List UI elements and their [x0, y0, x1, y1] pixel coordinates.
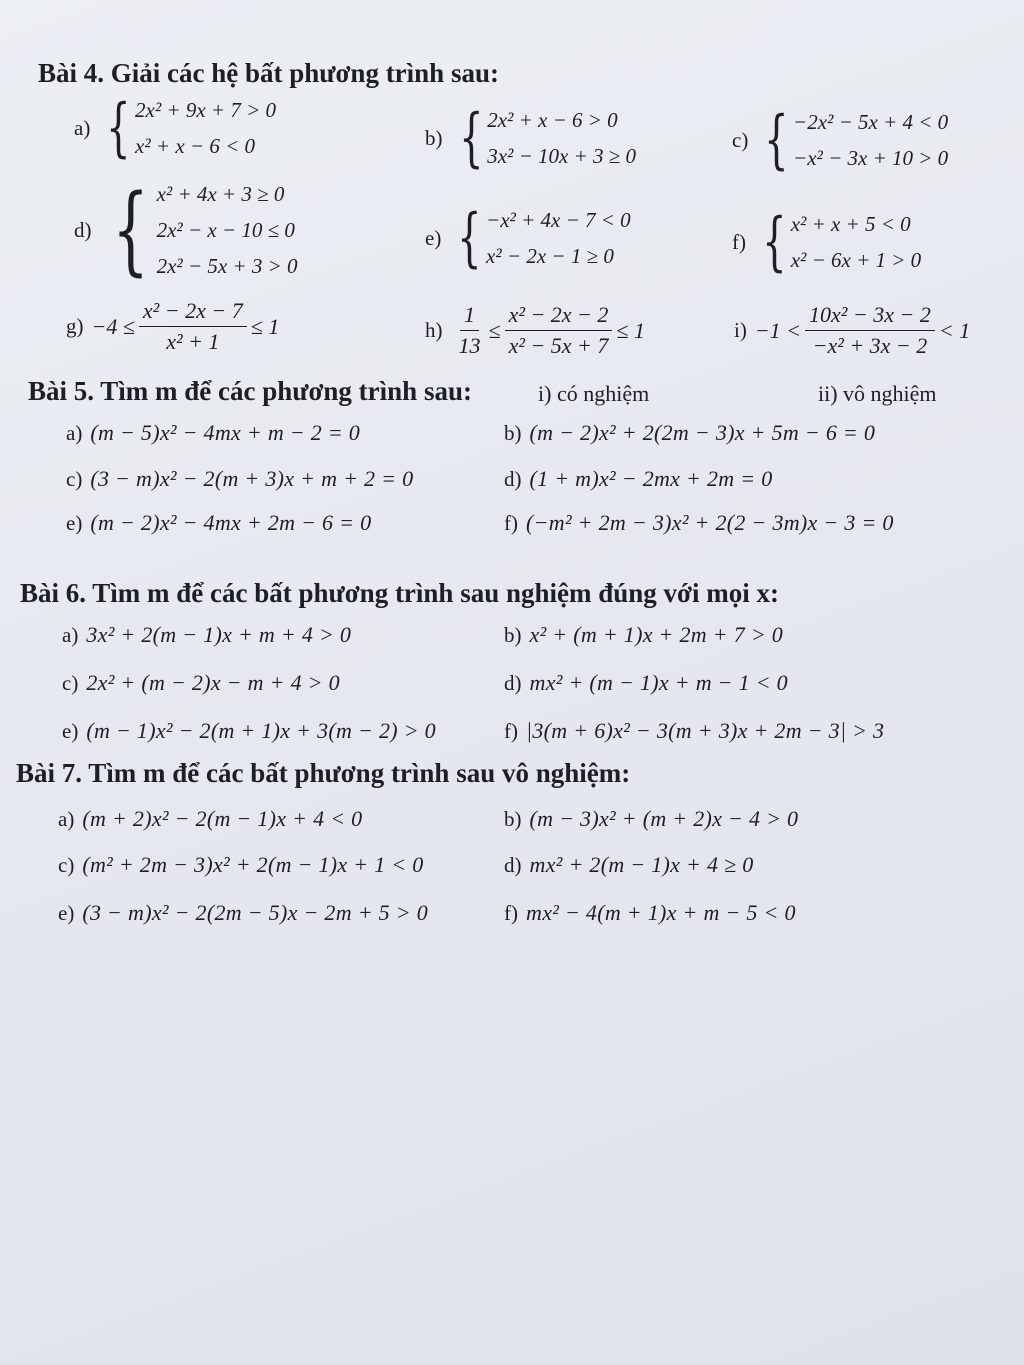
item-label: h) [425, 318, 443, 342]
bai6-a [62, 622, 351, 648]
inequality: mx² + 2(m − 1)x + 4 ≥ 0 [529, 852, 754, 877]
bai4-f: f) { x² + x + 5 < 0 x² − 6x + 1 > 0 [732, 205, 922, 279]
inequality: (m² + 2m − 3)x² + 2(m − 1)x + 1 < 0 [82, 852, 424, 877]
fraction-right: < 1 [938, 317, 971, 343]
item-label: a) [62, 622, 79, 647]
inequality: x² + (m + 1)x + 2m + 7 > 0 [529, 622, 784, 647]
bai6-e [62, 718, 436, 744]
bai5-sub-no-solution: ii) vô nghiệm [818, 381, 937, 406]
inequality: mx² − 4(m + 1)x + m − 5 < 0 [526, 900, 796, 925]
bai5-e [66, 510, 371, 536]
bai6-b [504, 622, 783, 648]
item-label: d) [504, 670, 522, 695]
item-label: c) [58, 852, 75, 877]
equation: (1 + m)x² − 2mx + 2m = 0 [529, 466, 773, 491]
bai4-i [734, 302, 970, 359]
bai5-d [504, 466, 773, 492]
item-label: d) [504, 466, 522, 491]
item-label: f) [504, 718, 518, 743]
inequality: (m + 2)x² − 2(m − 1)x + 4 < 0 [82, 806, 363, 831]
item-label: b) [504, 420, 522, 445]
bai5-b [504, 420, 875, 446]
item-label: e) [425, 225, 442, 250]
item-label: a) [74, 115, 91, 140]
inequality: (m − 3)x² + (m + 2)x − 4 > 0 [529, 806, 799, 831]
bai4-g [66, 298, 279, 355]
inequality: (3 − m)x² − 2(2m − 5)x − 2m + 5 > 0 [82, 900, 428, 925]
item-label: c) [62, 670, 79, 695]
numerator: 10x² − 3x − 2 [805, 302, 935, 331]
fraction-left: −4 ≤ [91, 313, 135, 339]
inequality: 2x² + (m − 2)x − m + 4 > 0 [86, 670, 340, 695]
item-label: b) [504, 622, 522, 647]
system-line: x² + x − 6 < 0 [135, 134, 255, 158]
system-line: x² − 2x − 1 ≥ 0 [486, 244, 614, 268]
numerator: x² − 2x − 2 [505, 302, 613, 331]
bai6-d [504, 670, 788, 696]
equation: (m − 5)x² − 4mx + m − 2 = 0 [90, 420, 361, 445]
fraction [805, 302, 935, 359]
bai5-f [504, 510, 894, 536]
equation: (−m² + 2m − 3)x² + 2(2 − 3m)x − 3 = 0 [526, 510, 894, 535]
bai5-title: Bài 5. Tìm m để các phương trình sau: [28, 376, 472, 406]
inequality: mx² + (m − 1)x + m − 1 < 0 [529, 670, 788, 695]
fraction-left: −1 < [754, 317, 802, 343]
system-line: 3x² − 10x + 3 ≥ 0 [487, 144, 637, 168]
bai7-f [504, 900, 796, 926]
fraction [505, 302, 613, 359]
bai5-c [66, 466, 413, 492]
denominator: x² + 1 [166, 329, 220, 354]
bai4-h [425, 302, 645, 359]
system-line: 2x² − 5x + 3 > 0 [156, 254, 298, 278]
item-label: i) [734, 318, 747, 342]
bai7-title: Bài 7. Tìm m để các bất phương trình sau vô nghiệm: [16, 758, 631, 788]
fraction [455, 302, 485, 359]
equation: (m − 2)x² − 4mx + 2m − 6 = 0 [90, 510, 372, 535]
system-line: 2x² + 9x + 7 > 0 [135, 98, 276, 122]
bai6-c [62, 670, 340, 696]
fraction-right: ≤ 1 [616, 317, 645, 343]
system-line: x² + x + 5 < 0 [790, 212, 911, 236]
item-label: b) [425, 125, 443, 150]
item-label: g) [66, 314, 84, 338]
bai4-title: Bài 4. Giải các hệ bất phương trình sau: [38, 58, 499, 88]
item-label: d) [74, 217, 92, 242]
equation: (3 − m)x² − 2(m + 3)x + m + 2 = 0 [90, 466, 414, 491]
system-line: 2x² − x − 10 ≤ 0 [156, 218, 295, 242]
bai5-sub-has-solution: i) có nghiệm [538, 381, 650, 406]
bai6-title: Bài 6. Tìm m để các bất phương trình sau nghiệm đúng với mọi x: [20, 578, 779, 608]
system-line: −x² − 3x + 10 > 0 [793, 146, 949, 170]
fraction-mid: ≤ [488, 317, 501, 343]
item-label: c) [66, 466, 83, 491]
system-line: −x² + 4x − 7 < 0 [486, 208, 631, 232]
system-line: x² − 6x + 1 > 0 [790, 248, 922, 272]
inequality: (m − 1)x² − 2(m + 1)x + 3(m − 2) > 0 [86, 718, 436, 743]
system-line: 2x² + x − 6 > 0 [487, 108, 618, 132]
fraction [139, 298, 247, 355]
bai7-a [58, 806, 362, 832]
item-label: a) [58, 806, 75, 831]
item-label: e) [66, 510, 83, 535]
item-label: f) [504, 510, 518, 535]
bai4-b: b) { 2x² + x − 6 > 0 3x² − 10x + 3 ≥ 0 [425, 101, 637, 175]
system-line: x² + 4x + 3 ≥ 0 [156, 182, 285, 206]
bai6-f [504, 718, 884, 744]
system-line: −2x² − 5x + 4 < 0 [793, 110, 949, 134]
fraction-right: ≤ 1 [250, 313, 280, 339]
bai4-d: d) { x² + 4x + 3 ≥ 0 2x² − x − 10 ≤ 0 2x² − 5x + 3 > 0 [74, 174, 298, 286]
numerator: 1 [460, 302, 479, 331]
item-label: a) [66, 420, 83, 445]
inequality: 3x² + 2(m − 1)x + m + 4 > 0 [86, 622, 352, 647]
numerator: x² − 2x − 7 [139, 298, 247, 327]
equation: (m − 2)x² + 2(2m − 3)x + 5m − 6 = 0 [529, 420, 876, 445]
bai5-a [66, 420, 360, 446]
bai7-c [58, 852, 424, 878]
inequality: |3(m + 6)x² − 3(m + 3)x + 2m − 3| > 3 [526, 718, 885, 743]
item-label: e) [58, 900, 75, 925]
item-label: f) [732, 229, 746, 254]
item-label: e) [62, 718, 79, 743]
bai4-c: c) { −2x² − 5x + 4 < 0 −x² − 3x + 10 > 0 [732, 103, 949, 177]
denominator: x² − 5x + 7 [508, 333, 609, 358]
bai7-e [58, 900, 428, 926]
item-label: d) [504, 852, 522, 877]
item-label: b) [504, 806, 522, 831]
bai4-e: e) { −x² + 4x − 7 < 0 x² − 2x − 1 ≥ 0 [425, 201, 631, 275]
bai7-b [504, 806, 798, 832]
denominator: 13 [458, 333, 481, 358]
item-label: c) [732, 127, 749, 152]
item-label: f) [504, 900, 518, 925]
bai7-d [504, 852, 754, 878]
bai4-a: a) { 2x² + 9x + 7 > 0 x² + x − 6 < 0 [74, 91, 276, 165]
denominator: −x² + 3x − 2 [812, 333, 928, 358]
